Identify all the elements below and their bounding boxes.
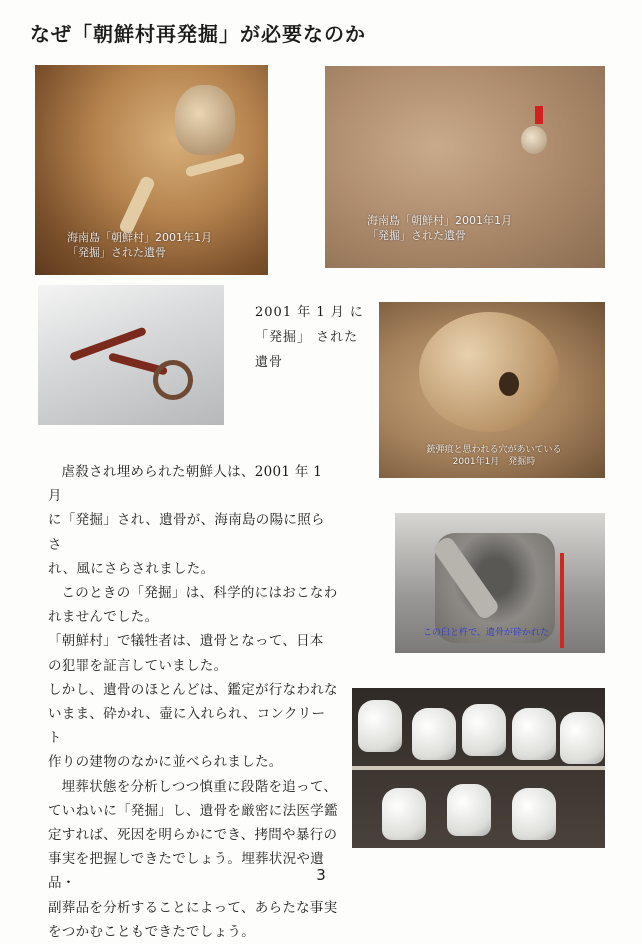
photo-caption: 銃弾痕と思われる穴があいている 2001年1月 発掘時 — [426, 445, 562, 468]
urn — [358, 700, 402, 752]
paragraph-continued: ていねいに「発掘」し、遺骨を厳密に法医学鑑 定すれば、死因を明らかにでき、拷問や暴行の 事実を把握しできたでしょう。埋葬状況や遺品・ 副葬品を分析することによって、あらたな事実 をつかむこともできたでしょう。 — [48, 802, 338, 940]
urns-on-shelf-photo — [352, 688, 605, 848]
urn — [462, 704, 506, 756]
excavation-photo — [325, 66, 605, 268]
paragraph-continued: れませんでした。 — [48, 609, 159, 626]
metal-ring — [153, 360, 193, 400]
urn — [512, 788, 556, 840]
side-caption: 2001 年 1 月 に 「発掘」 された 遺骨 — [255, 305, 364, 370]
urn — [382, 788, 426, 840]
skull-closeup-photo — [379, 302, 605, 478]
urn — [512, 708, 556, 760]
paragraph: しかし、遺骨のほとんどは、鑑定が行なわれな いまま、砕かれ、壷に入れられ、コンクリート 作りの建物のなかに並べられました。 — [48, 681, 338, 771]
artifacts-photo — [38, 285, 224, 425]
bullet-hole — [499, 372, 519, 396]
paragraph: 埋葬状態を分析しつつ慎重に段階を追って、 — [61, 778, 338, 795]
shelf — [352, 766, 605, 770]
page-title: なぜ「朝鮮村再発掘」が必要なのか — [30, 22, 366, 46]
page-number: 3 — [316, 866, 326, 884]
paragraph: このときの「発掘」は、科学的にはおこなわ — [61, 585, 338, 602]
photo-caption: この臼と杵で、遺骨が砕かれた — [423, 628, 549, 638]
skull-shape — [521, 126, 547, 154]
bone-shape — [118, 175, 156, 235]
urn — [447, 784, 491, 836]
paragraph: 「朝鮮村」で犠牲者は、遺骨となって、日本 の犯罪を証言していました。 — [48, 633, 324, 674]
urn — [412, 708, 456, 760]
paragraph-continued: に「発掘」され、遺骨が、海南島の陽に照らさ れ、風にさらされました。 — [48, 512, 325, 577]
mortar-pestle-photo — [395, 513, 605, 653]
urn — [560, 712, 604, 764]
photo-caption: 海南島「朝鮮村」2001年1月 「発掘」された遺骨 — [367, 214, 512, 242]
bone-shape — [185, 152, 246, 177]
paragraph: 虐殺され埋められた朝鮮人は、2001 年 1 月 — [48, 464, 323, 505]
skull-shape — [175, 85, 235, 155]
photo-caption: 海南島「朝鮮村」2001年1月 「発掘」された遺骨 — [67, 231, 212, 259]
red-pole — [560, 553, 564, 648]
cranium-shape — [419, 312, 559, 432]
skeleton-photo-1 — [35, 65, 268, 275]
marker-flag — [535, 106, 543, 124]
